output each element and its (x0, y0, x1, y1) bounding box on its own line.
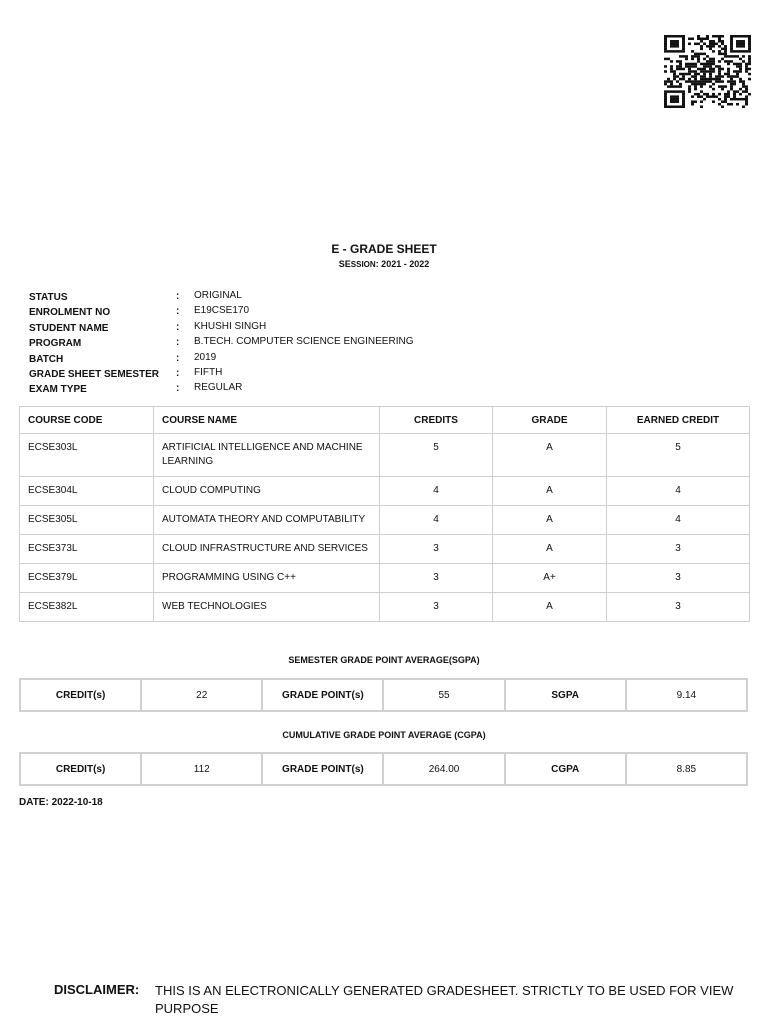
info-colon: : (176, 291, 180, 302)
cgpa-table (19, 752, 748, 786)
cgpa-title: CUMULATIVE GRADE POINT AVERAGE (CGPA) (282, 730, 486, 740)
course-name: WEB TECHNOLOGIES (154, 593, 380, 622)
cgpa-value: 8.85 (626, 753, 747, 785)
table-row (20, 535, 750, 564)
cgpa-points-label: GRADE POINT(s) (262, 753, 383, 785)
sgpa-label: SGPA (505, 679, 626, 711)
info-colon: : (176, 383, 180, 395)
course-code: ECSE382L (20, 593, 154, 622)
sgpa-table (19, 678, 748, 712)
issue-date: DATE: 2022-10-18 (19, 797, 103, 808)
table-row (20, 564, 750, 593)
header-course-code: COURSE CODE (20, 407, 154, 434)
info-value: REGULAR (194, 382, 243, 394)
info-value: FIFTH (194, 366, 223, 378)
info-colon: : (176, 306, 180, 318)
info-value: 2019 (194, 351, 217, 363)
course-name: ARTIFICIAL INTELLIGENCE AND MACHINE LEARNING (154, 434, 380, 477)
course-credits: 3 (380, 593, 493, 622)
disclaimer-text: THIS IS AN ELECTRONICALLY GENERATED GRADESHEET. STRICTLY TO BE USED FOR VIEW PURPOSE (155, 983, 734, 1016)
info-value: ORIGINAL (194, 290, 242, 301)
info-value: B.TECH. COMPUTER SCIENCE ENGINEERING (194, 336, 414, 348)
course-grade: A (493, 593, 607, 622)
info-colon: : (176, 367, 180, 379)
course-code: ECSE305L (20, 506, 154, 535)
course-earned: 3 (607, 535, 750, 564)
header-credits: CREDITS (380, 407, 493, 434)
course-earned: 4 (607, 477, 750, 506)
sgpa-row (20, 679, 747, 711)
course-credits: 3 (380, 564, 493, 593)
course-earned: 3 (607, 564, 750, 593)
qr-code-icon (664, 35, 751, 108)
course-earned: 5 (607, 434, 750, 477)
cgpa-label: CGPA (505, 753, 626, 785)
course-code: ECSE303L (20, 434, 154, 477)
sgpa-credits-label: CREDIT(s) (20, 679, 141, 711)
course-credits: 4 (380, 506, 493, 535)
course-grade: A (493, 477, 607, 506)
table-row (20, 477, 750, 506)
info-colon: : (176, 352, 180, 364)
course-credits: 4 (380, 477, 493, 506)
info-label: EXAM TYPE (29, 384, 87, 396)
course-code: ECSE373L (20, 535, 154, 564)
sgpa-title: SEMESTER GRADE POINT AVERAGE(SGPA) (288, 655, 480, 665)
cgpa-credits-label: CREDIT(s) (20, 753, 141, 785)
course-credits: 5 (380, 434, 493, 477)
course-name: CLOUD COMPUTING (154, 477, 380, 506)
course-credits: 3 (380, 535, 493, 564)
sgpa-points-label: GRADE POINT(s) (262, 679, 383, 711)
table-row (20, 434, 750, 477)
courses-table (19, 406, 750, 622)
info-label: ENROLMENT NO (29, 307, 111, 319)
cgpa-row (20, 753, 747, 785)
info-value: E19CSE170 (194, 305, 250, 317)
header-earned-credit: EARNED CREDIT (607, 407, 750, 434)
course-grade: A (493, 535, 607, 564)
page-title: E - GRADE SHEET (331, 242, 437, 256)
course-code: ECSE379L (20, 564, 154, 593)
courses-header-row (20, 407, 750, 434)
info-label: GRADE SHEET SEMESTER (29, 368, 160, 380)
table-row (20, 506, 750, 535)
info-label: STATUS (29, 292, 68, 303)
header-grade: GRADE (493, 407, 607, 434)
course-grade: A (493, 506, 607, 535)
sgpa-points-value: 55 (383, 679, 504, 711)
course-name: CLOUD INFRASTRUCTURE AND SERVICES (154, 535, 380, 564)
info-value: KHUSHI SINGH (194, 320, 267, 332)
sgpa-value: 9.14 (626, 679, 747, 711)
disclaimer-label: DISCLAIMER: (54, 982, 140, 997)
cgpa-credits-value: 112 (141, 753, 262, 785)
info-colon: : (176, 337, 180, 349)
course-earned: 4 (607, 506, 750, 535)
course-grade: A+ (493, 564, 607, 593)
course-grade: A (493, 434, 607, 477)
course-name: AUTOMATA THEORY AND COMPUTABILITY (154, 506, 380, 535)
info-label: BATCH (29, 353, 64, 365)
session-label: SESSION: 2021 - 2022 (338, 259, 430, 269)
course-code: ECSE304L (20, 477, 154, 506)
header-course-name: COURSE NAME (154, 407, 380, 434)
course-earned: 3 (607, 593, 750, 622)
course-name: PROGRAMMING USING C++ (154, 564, 380, 593)
cgpa-points-value: 264.00 (383, 753, 504, 785)
info-label: STUDENT NAME (29, 322, 109, 334)
table-row (20, 593, 750, 622)
info-label: PROGRAM (29, 338, 82, 350)
sgpa-credits-value: 22 (141, 679, 262, 711)
info-colon: : (176, 321, 180, 333)
